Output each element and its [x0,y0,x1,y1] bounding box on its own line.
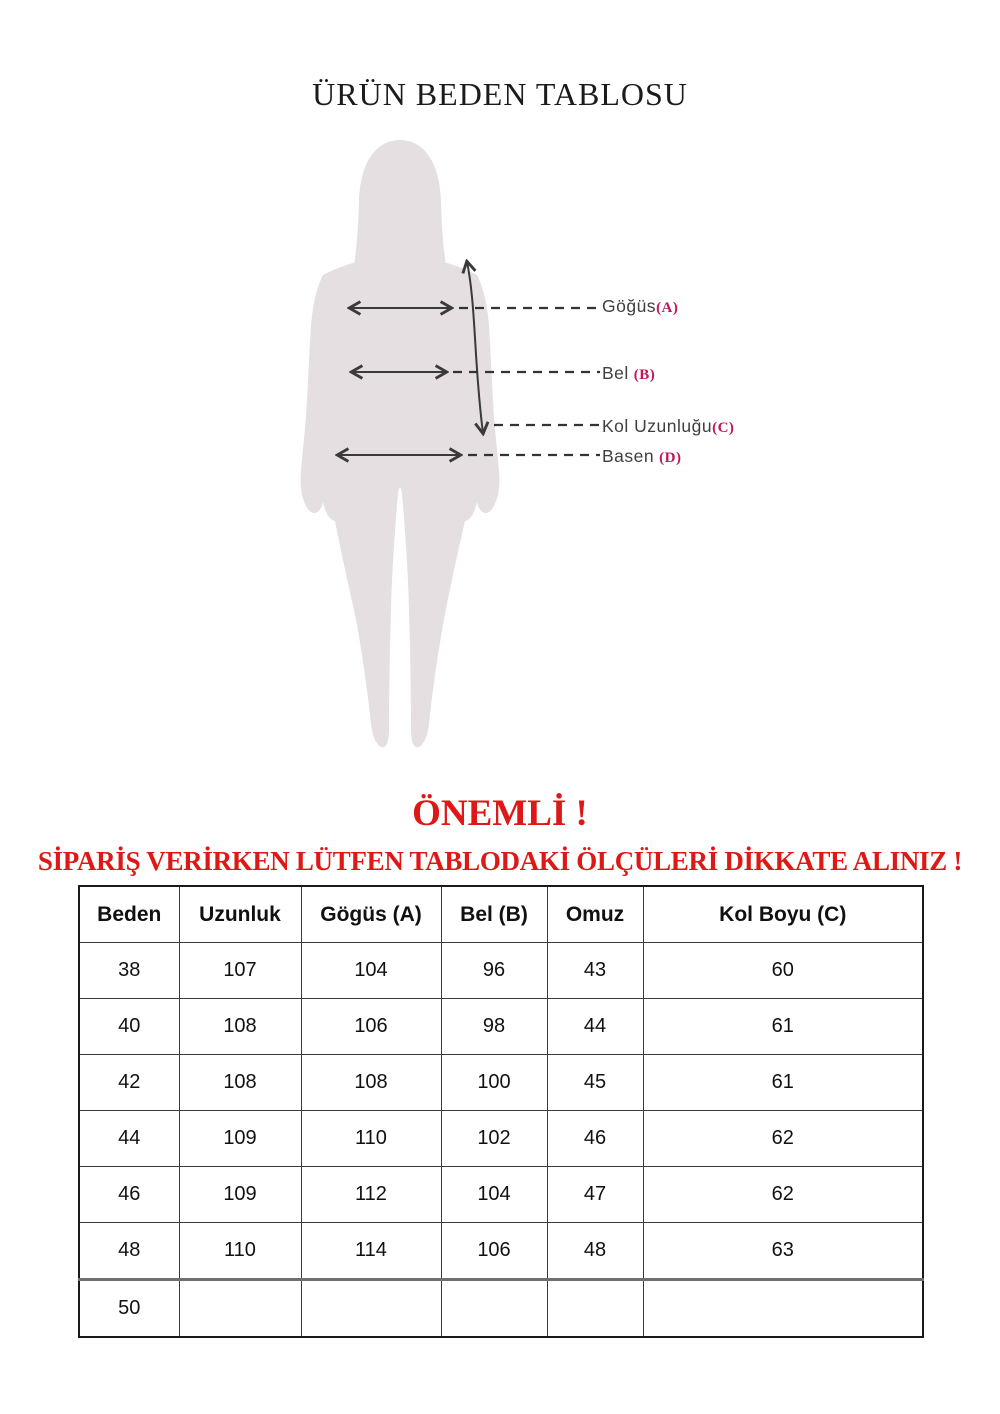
measurement-label-gogus [602,296,678,317]
measurement-name: Kol Uzunluğu [602,416,713,436]
table-cell: 104 [441,1167,547,1223]
table-cell: 38 [79,943,179,999]
measurement-label-kol-uzunlugu [602,416,734,437]
table-cell: 109 [179,1111,301,1167]
column-header: Beden [79,886,179,943]
table-cell: 60 [643,943,923,999]
table-row [79,943,923,999]
table-cell: 62 [643,1167,923,1223]
table-cell: 46 [79,1167,179,1223]
column-header: Kol Boyu (C) [643,886,923,943]
table-cell: 45 [547,1055,643,1111]
table-cell: 106 [301,999,441,1055]
column-header: Omuz [547,886,643,943]
table-cell: 102 [441,1111,547,1167]
table-cell: 48 [79,1223,179,1280]
table-cell: 108 [179,999,301,1055]
table-cell: 107 [179,943,301,999]
table-cell: 108 [179,1055,301,1111]
table-cell: 47 [547,1167,643,1223]
silhouette-body [301,257,500,747]
table-cell: 62 [643,1111,923,1167]
measurement-name: Göğüs [602,296,657,316]
measurement-name: Bel [602,363,629,383]
body-silhouette-figure [270,135,600,765]
table-cell: 44 [79,1111,179,1167]
table-cell [179,1280,301,1338]
table-cell [547,1280,643,1338]
table-row [79,1111,923,1167]
table-cell: 48 [547,1223,643,1280]
table-cell: 40 [79,999,179,1055]
table-cell: 104 [301,943,441,999]
table-cell: 61 [643,1055,923,1111]
table-cell: 63 [643,1223,923,1280]
table-cell: 46 [547,1111,643,1167]
table-cell: 43 [547,943,643,999]
table-row [79,1167,923,1223]
warning-message: SİPARİŞ VERİRKEN LÜTFEN TABLODAKİ ÖLÇÜLERİ DİKKATE ALINIZ ! [37,846,963,876]
table-cell: 98 [441,999,547,1055]
measurement-label-bel [602,363,655,384]
measurement-code: (D) [659,450,682,466]
size-table-body [79,943,923,1338]
table-cell: 44 [547,999,643,1055]
table-cell [441,1280,547,1338]
table-row [79,1280,923,1338]
measurement-label-basen [602,446,681,467]
table-cell: 42 [79,1055,179,1111]
measurement-code: (B) [633,367,656,383]
table-row [79,999,923,1055]
important-heading: ÖNEMLİ ! [412,793,588,834]
page-title: ÜRÜN BEDEN TABLOSU [312,76,688,112]
table-cell: 108 [301,1055,441,1111]
table-row [79,1223,923,1280]
measurement-code: (C) [712,420,735,436]
silhouette-hair [347,140,453,317]
table-cell: 50 [79,1280,179,1338]
table-cell: 109 [179,1167,301,1223]
table-cell: 61 [643,999,923,1055]
column-header: Uzunluk [179,886,301,943]
table-cell [301,1280,441,1338]
table-cell: 114 [301,1223,441,1280]
column-header: Bel (B) [441,886,547,943]
table-row [79,1055,923,1111]
size-table-header-row [79,886,923,943]
table-cell: 110 [179,1223,301,1280]
table-cell: 100 [441,1055,547,1111]
table-cell: 96 [441,943,547,999]
table-cell: 112 [301,1167,441,1223]
column-header: Gögüs (A) [301,886,441,943]
size-table [78,885,924,1338]
table-cell: 106 [441,1223,547,1280]
measurement-name: Basen [602,446,655,466]
measurement-code: (A) [656,300,679,316]
table-cell: 110 [301,1111,441,1167]
table-cell [643,1280,923,1338]
